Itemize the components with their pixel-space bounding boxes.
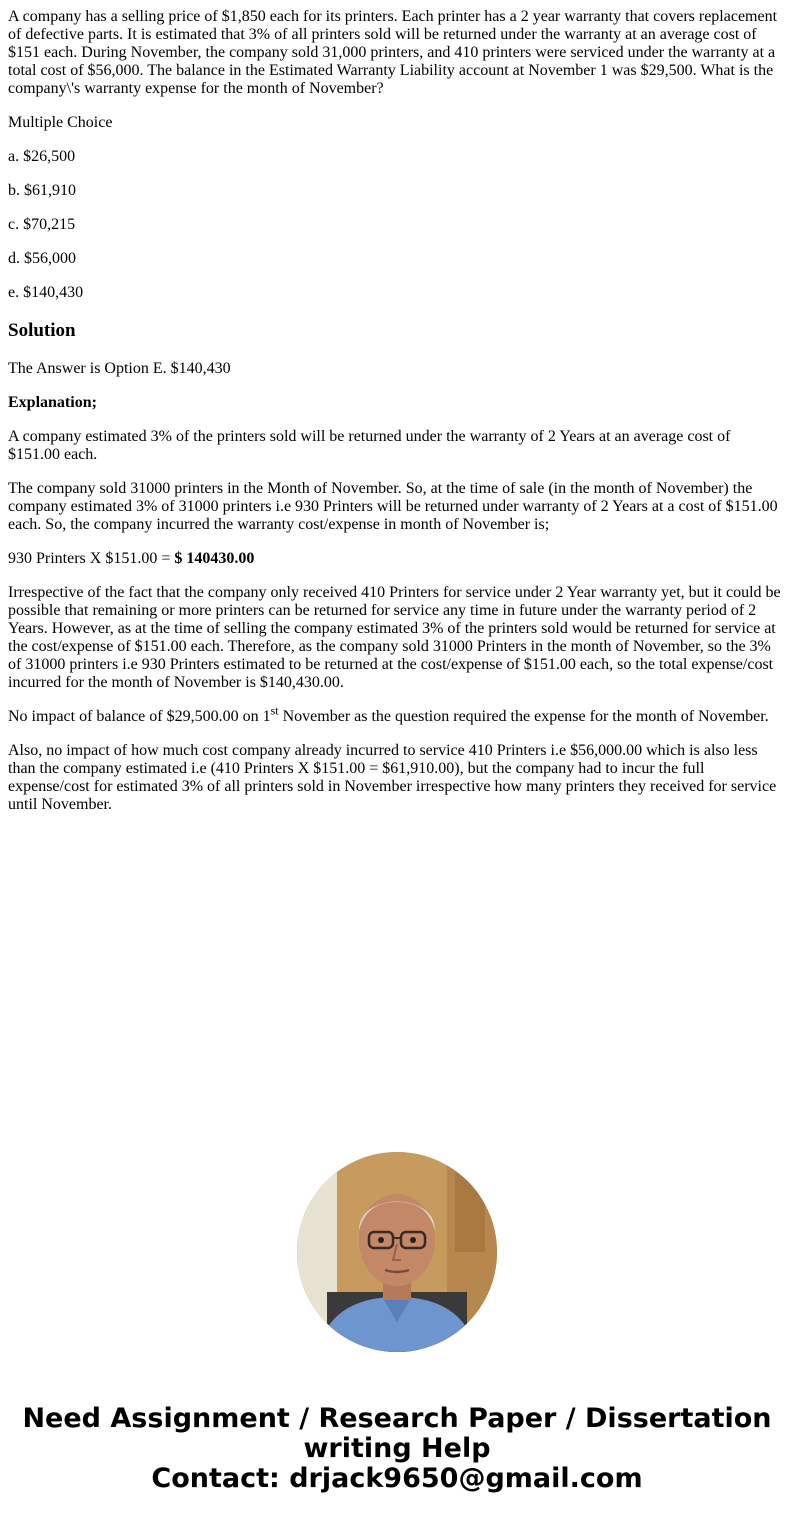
explanation-paragraph-2: The company sold 31000 printers in the Month of November. So, at the time of sale (in the month of November) the company estimated 3% of 31000 printers i.e 930 Printers will be returned under warranty of 2 Years at a cost of $151.00 each. So, the company incurred the warranty cost/expense in month of November is; bbox=[8, 480, 778, 533]
calculation-result: $ 140430.00 bbox=[174, 550, 255, 567]
paragraph-4-before: No impact of balance of $29,500.00 on 1 bbox=[8, 708, 271, 725]
explanation-paragraph-4 bbox=[8, 703, 784, 726]
avatar bbox=[297, 1152, 497, 1352]
calculation-line bbox=[8, 550, 784, 568]
document-body bbox=[8, 8, 784, 830]
question-text: A company has a selling price of $1,850 each for its printers. Each printer has a 2 year warranty that covers replacement of defective parts. It is estimated that 3% of all printers sold will be returned under the warranty at an average cost of $151 each. During November, the company sold 31,000 printers, and 410 printers were serviced under the warranty at a total cost of $56,000. The balance in the Estimated Warranty Liability account at November 1 was $29,500. What is the company\'s warranty expense for the month of November? bbox=[8, 8, 778, 97]
option-e: e. $140,430 bbox=[8, 284, 84, 301]
explanation-label-text: Explanation; bbox=[8, 394, 97, 411]
question-type-label: Multiple Choice bbox=[8, 114, 113, 131]
contact-email: Contact: drjack9650@gmail.com bbox=[151, 1463, 643, 1494]
ordinal-suffix: st bbox=[270, 703, 279, 718]
explanation-paragraph-3: Irrespective of the fact that the company only received 410 Printers for service under 2 Year warranty yet, but it could be possible that remaining or more printers can be returned for service any time in future under the warranty period of 2 Years. However, as at the time of selling the company estimated 3% of the printers sold would be returned for service at the cost/expense of $151.00 each. Therefore, as the company sold 31000 Printers in the month of November, so the 3% of 31000 printers i.e 930 Printers estimated to be returned at the cost/expense of $151.00 each, so the total expense/cost incurred for the month of November is $140,430.00. bbox=[8, 584, 781, 691]
option-c: c. $70,215 bbox=[8, 216, 76, 233]
explanation-paragraph-1: A company estimated 3% of the printers sold will be returned under the warranty of 2 Years at an average cost of $151.00 each. bbox=[8, 428, 731, 463]
paragraph-4-after: November as the question required the expense for the month of November. bbox=[278, 708, 769, 725]
explanation-paragraph-5: Also, no impact of how much cost company already incurred to service 410 Printers i.e $56,000.00 which is also less than the company estimated i.e (410 Printers X $151.00 = $61,910.00), but the company had to incur the full expense/cost for estimated 3% of all printers sold in November irrespective how many printers they received for service until November. bbox=[8, 742, 777, 813]
banner-line-1: Need Assignment / Research Paper / Dissertation bbox=[22, 1403, 772, 1434]
solution-answer: The Answer is Option E. $140,430 bbox=[8, 360, 231, 377]
contact-banner bbox=[0, 1404, 794, 1494]
solution-heading: Solution bbox=[8, 320, 76, 341]
banner-line-2: writing Help bbox=[303, 1433, 491, 1464]
promo-footer bbox=[0, 1152, 794, 1494]
calculation-prefix: 930 Printers X $151.00 = bbox=[8, 550, 175, 567]
option-a: a. $26,500 bbox=[8, 148, 76, 165]
option-d: d. $56,000 bbox=[8, 250, 76, 267]
explanation-label bbox=[8, 394, 784, 412]
option-b: b. $61,910 bbox=[8, 182, 76, 199]
